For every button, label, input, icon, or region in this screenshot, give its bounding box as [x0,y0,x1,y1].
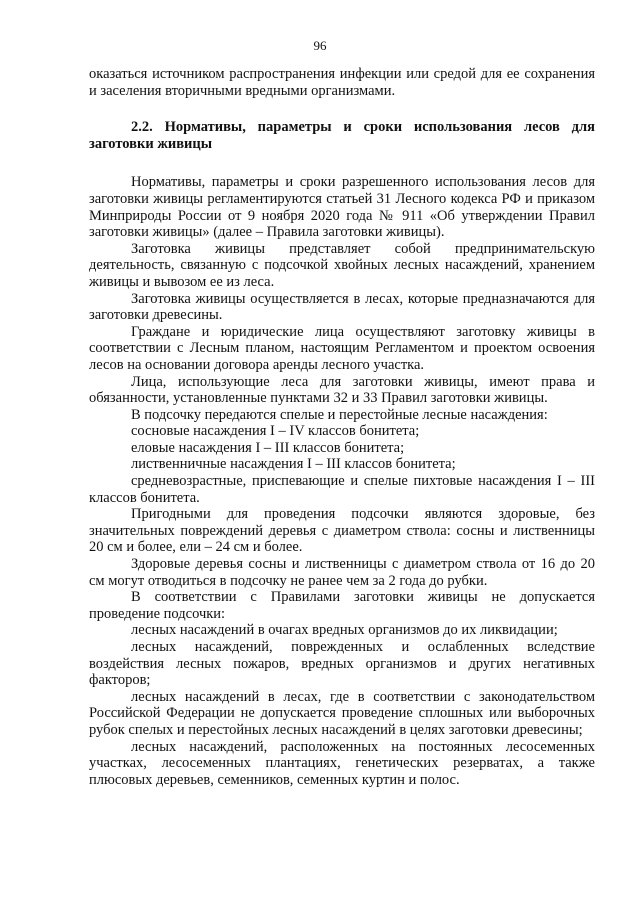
paragraph-not-allowed: В соответствии с Правилами заготовки живицы не допускается проведение подсочки: [89,589,595,622]
paragraph-norms: Нормативы, параметры и сроки разрешенного использования лесов для заготовки живицы регламентируются статьей 31 Лесного кодекса РФ и приказом Минприроды России от 9 ноября 2020 года № 911 «Об утверждении Правил заготовки живицы» (далее – Правила заготовки живицы). [89,174,595,241]
list-item-pest-foci: лесных насаждений в очагах вредных организмов до их ликвидации; [131,622,558,639]
paragraph-suitable-trees: Пригодными для проведения подсочки являются здоровые, без значительных повреждений деревья с диаметром ствола: сосны и лиственницы 20 см и более, ели – 24 см и более. [89,506,595,556]
intro-paragraph: оказаться источником распространения инфекции или средой для ее сохранения и заселения вторичными вредными организмами. [89,66,595,99]
paragraph-forests: Заготовка живицы осуществляется в лесах, которые предназначаются для заготовки древесины. [89,290,595,324]
list-item-seed-areas: лесных насаждений, расположенных на постоянных лесосеменных участках, лесосеменных плантациях, генетических резерватах, а также плюсовых деревьев, семенников, семенных куртин и полос. [89,738,595,788]
paragraph-citizens: Граждане и юридические лица осуществляют заготовку живицы в соответствии с Лесным планом, настоящим Регламентом и проектом освоения лесов на основании договора аренды лесного участка. [89,323,595,373]
page-content [89,66,595,788]
list-item-protected-forests: лесных насаждений в лесах, где в соответствии с законодательством Российской Федерации не допускается проведение сплошных или выборочных рубок спелых и перестойных лесных насаждений в целях заготовки древесины; [89,688,595,738]
section-heading: 2.2. Нормативы, параметры и сроки использования лесов для заготовки живицы [89,119,595,152]
paragraph-definition: Заготовка живицы представляет собой предпринимательскую деятельность, связанную с подсочкой хвойных лесных насаждений, хранением живицы и вывозом ее из леса. [89,240,595,290]
paragraph-rights: Лица, использующие леса для заготовки живицы, имеют права и обязанности, установленные пунктами 32 и 33 Правил заготовки живицы. [89,373,595,407]
list-item-damaged: лесных насаждений, поврежденных и ослабленных вследствие воздействия лесных пожаров, вредных организмов и других негативных факторов; [89,639,595,689]
paragraph-healthy-trees: Здоровые деревья сосны и лиственницы с диаметром ствола от 16 до 20 см могут отводиться в подсочку не ранее чем за 2 года до рубки. [89,556,595,589]
list-item-fir: средневозрастные, приспевающие и спелые пихтовые насаждения I – III классов бонитета. [89,473,595,506]
page-number: 96 [313,38,327,53]
list-item-spruce: еловые насаждения I – III классов бонитета; [131,439,405,456]
list-item-larch: лиственничные насаждения I – III классов бонитета; [131,456,456,473]
list-item-pine: сосновые насаждения I – IV классов бонитета; [131,423,420,440]
paragraph-transferred: В подсочку передаются спелые и перестойные лесные насаждения: [131,406,548,423]
